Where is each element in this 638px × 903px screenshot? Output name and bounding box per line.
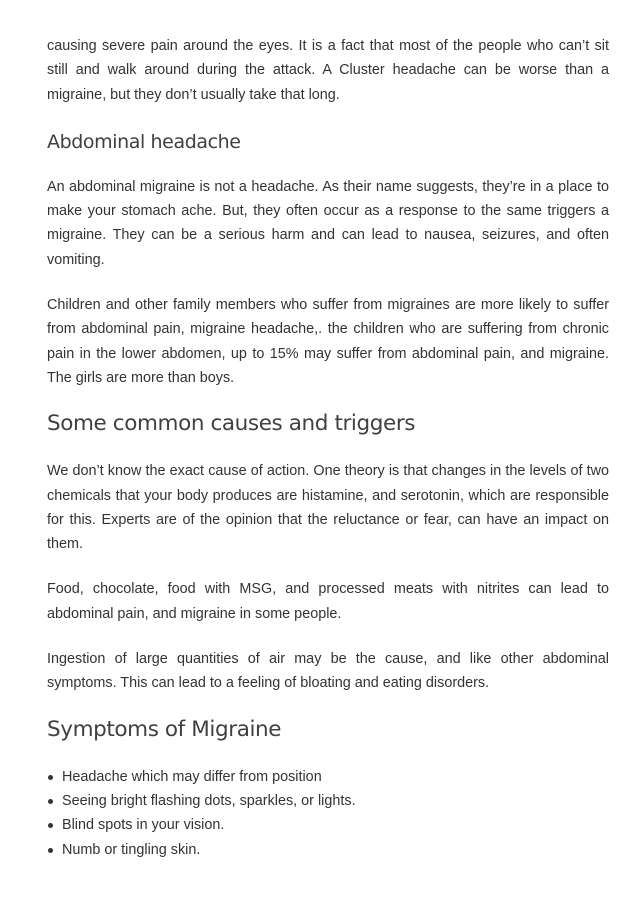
abdominal-paragraph-1: An abdominal migraine is not a headache. As their name suggests, they’re in a place to make your stomach ache. But, they often occur as a response to the same triggers a migraine. They can be a serious harm and can lead to nausea, seizures, and often vomiting. <box>47 178 609 268</box>
abdominal-paragraph-2: Children and other family members who suffer from migraines are more likely to suffer from abdominal pain, migraine headache,. the children who are suffering from chronic pain in the lower abdomen, up to 15% may suffer from abdominal pain, and migraine. The girls are more than boys. <box>47 297 609 386</box>
heading-abdominal-headache: Abdominal headache <box>47 130 241 153</box>
heading-causes-triggers: Some common causes and triggers <box>47 411 416 437</box>
article-body <box>47 34 609 862</box>
list-item: Seeing bright flashing dots, sparkles, or lights. <box>62 789 609 813</box>
causes-paragraph-3: Ingestion of large quantities of air may be the cause, and like other abdominal symptoms. This can lead to a feeling of bloating and eating disorders. <box>47 651 609 692</box>
list-item: Blind spots in your vision. <box>62 813 609 837</box>
causes-paragraph-2: Food, chocolate, food with MSG, and processed meats with nitrites can lead to abdominal pain, and migraine in some people. <box>47 581 609 622</box>
list-item: Numb or tingling skin. <box>62 838 609 862</box>
causes-paragraph-1: We don’t know the exact cause of action. One theory is that changes in the levels of two chemicals that your body produces are histamine, and serotonin, which are responsible for this. Experts are of the opinion that the reluctance or fear, can have an impact on them. <box>47 463 609 553</box>
list-item: Headache which may differ from position <box>62 765 609 789</box>
heading-symptoms-of-migraine: Symptoms of Migraine <box>47 716 282 742</box>
symptoms-list <box>47 765 609 862</box>
intro-paragraph: causing severe pain around the eyes. It is a fact that most of the people who can’t sit still and walk around during the attack. A Cluster headache can be worse than a migraine, but they don’t usually take that long. <box>47 38 609 103</box>
